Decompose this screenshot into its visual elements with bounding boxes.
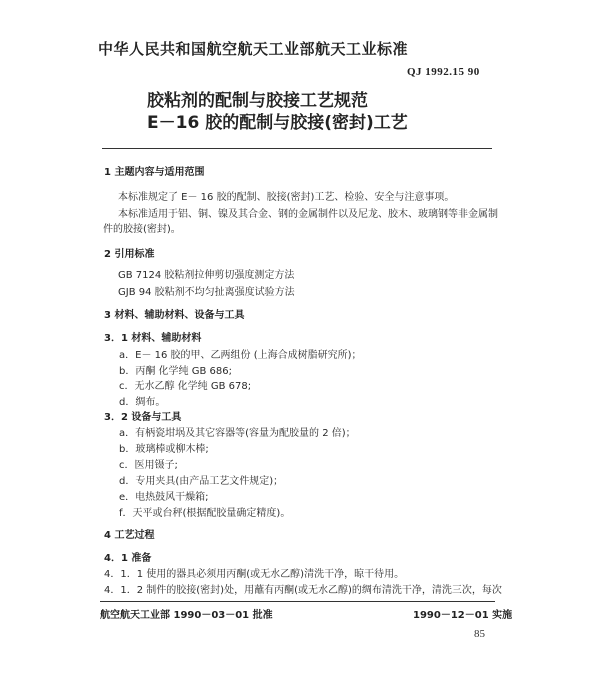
section-4-1-heading: 4．1 准备: [104, 553, 152, 564]
clause-4-1-2: 4．1．2 制件的胶接(密封)处，用蘸有丙酮(或无水乙醇)的绸布清洗干净，清洗三次，每次: [104, 585, 502, 596]
reference-gb7124: GB 7124 胶粘剂拉伸剪切强度测定方法: [118, 270, 295, 281]
material-item-c: c．无水乙醇 化学纯 GB 678;: [119, 381, 252, 392]
section-3-1-heading: 3．1 材料、辅助材料: [104, 333, 202, 344]
document-title-line-2: E－16 胶的配制与胶接(密封)工艺: [147, 113, 408, 133]
material-item-d: d．绸布。: [119, 397, 166, 408]
section-1-paragraph-2-cont: 件的胶接(密封)。: [103, 224, 181, 235]
section-4-heading: 4 工艺过程: [104, 530, 155, 541]
section-1-heading: 1 主题内容与适用范围: [104, 167, 205, 178]
tool-item-e: e．电热鼓风干燥箱;: [119, 492, 209, 503]
tool-item-d: d．专用夹具(由产品工艺文件规定)；: [119, 476, 284, 487]
document-title-line-1: 胶粘剂的配制与胶接工艺规范: [147, 91, 368, 111]
clause-4-1-1: 4．1．1 使用的器具必须用丙酮(或无水乙醇)清洗干净，晾干待用。: [104, 569, 405, 580]
material-item-a: a．E－ 16 胶的甲、乙两组份 (上海合成树脂研究所)；: [119, 350, 362, 361]
standard-number: QJ 1992.15 90: [407, 66, 480, 78]
section-3-heading: 3 材料、辅助材料、设备与工具: [104, 310, 245, 321]
tool-item-b: b．玻璃棒或柳木棒;: [119, 444, 209, 455]
tool-item-a: a．有柄瓷坩埚及其它容器等(容量为配胶量的 2 倍)；: [119, 428, 356, 439]
top-divider: [102, 148, 492, 149]
tool-item-c: c．医用镊子;: [119, 460, 178, 471]
section-1-paragraph-1: 本标准规定了 E－ 16 胶的配制、胶接(密封)工艺、检验、安全与注意事项。: [118, 192, 455, 203]
implementation-date: 1990－12－01 实施: [413, 610, 513, 621]
reference-gjb94: GJB 94 胶粘剂不均匀扯离强度试验方法: [118, 287, 295, 298]
page-number: 85: [474, 628, 485, 640]
approval-date: 航空航天工业部 1990－03－01 批准: [100, 610, 273, 621]
issuing-organization: 中华人民共和国航空航天工业部航天工业标准: [98, 40, 409, 58]
section-3-2-heading: 3．2 设备与工具: [104, 412, 182, 423]
section-2-heading: 2 引用标准: [104, 249, 155, 260]
section-1-paragraph-2: 本标准适用于铝、铜、镍及其合金、钢的金属制件以及尼龙、胶木、玻璃钢等非金属制: [118, 209, 498, 220]
material-item-b: b．丙酮 化学纯 GB 686;: [119, 366, 232, 377]
tool-item-f: f．天平或台秤(根据配胶量确定精度)。: [119, 508, 291, 519]
bottom-divider: [100, 601, 495, 602]
